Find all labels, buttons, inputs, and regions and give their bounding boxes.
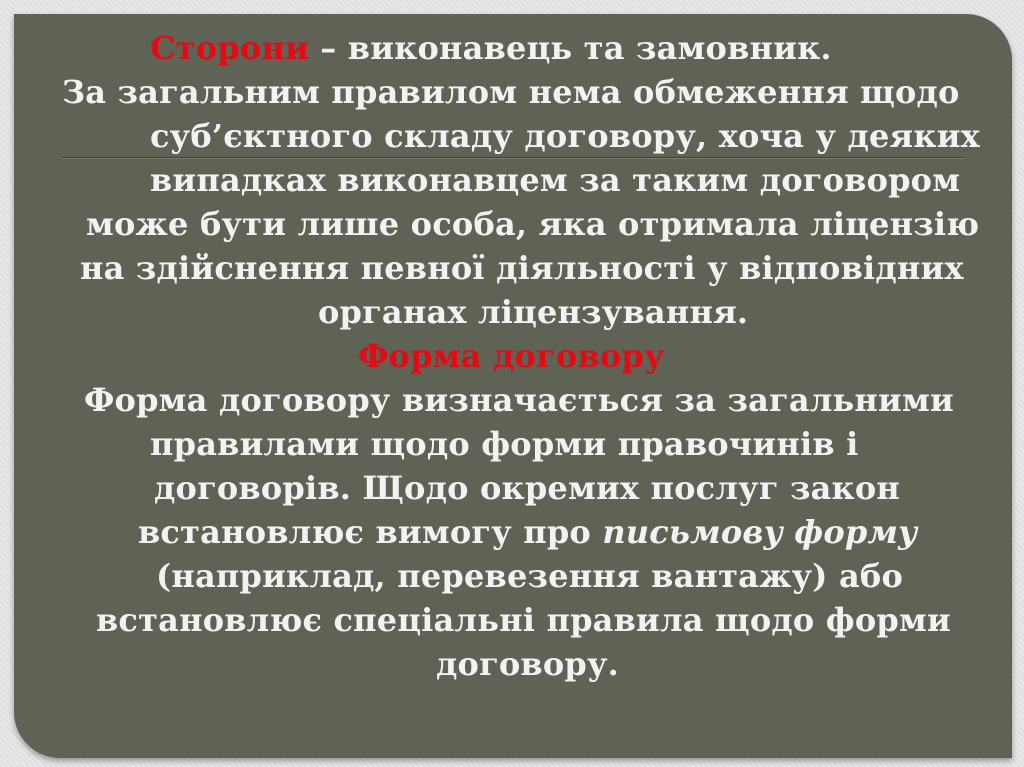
para1-line-3: випадках виконавцем за таким договором [150,161,961,199]
para2-line-4-text: встановлює вимогу про [138,513,603,551]
para2-line-6: встановлює спеціальні правила щодо форми [96,601,951,639]
heading-text: – виконавець та замовник. [308,29,832,67]
para2-line-2: правилами щодо форми правочинів і [150,425,859,463]
para2-line-4 [56,510,992,554]
heading-red-text: Сторони [150,29,309,67]
para1-line-4: може бути лише особа, яка отримала ліцензію [86,205,980,243]
section-title: Форма договору [358,337,665,375]
para1-line-2: суб’єктного складу договору, хоча у деяких [150,117,980,155]
para1-line-6: органах ліцензування. [318,293,749,331]
para2-line-7: договору. [436,645,620,683]
para2-line-5: (наприклад, перевезення вантажу) або [156,557,904,595]
slide-body [56,26,992,686]
para1-line-5: на здійснення певної діяльності у відповідних [80,249,964,287]
written-form-emphasis: письмову форму [602,513,918,551]
para2-line-3: договорів. Щодо окремих послуг закон [154,469,900,507]
para2-line-1: Форма договору визначається за загальними [84,381,954,419]
heading-line [56,26,992,70]
para1-line-1: За загальним правилом нема обмеження щодо [62,73,960,111]
